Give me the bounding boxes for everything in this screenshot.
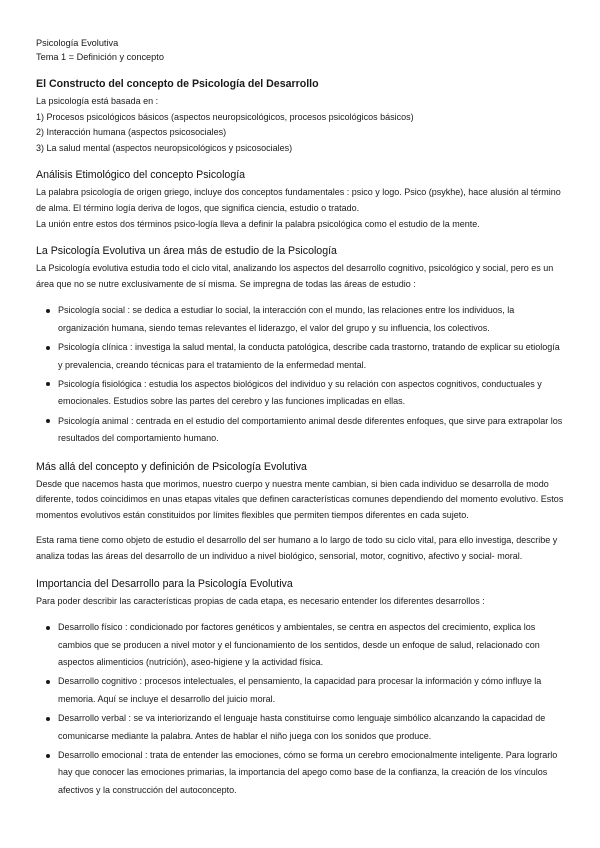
section-intro: La psicología está basada en : [36,96,159,106]
list-item: Psicología social : se dedica a estudiar lo social, la interacción con el mundo, las relaciones entre los individuos, la organización humana, siendo temas relevantes el liderazgo, el valor del grupo y su influencia, los colectivos. [36,302,564,337]
list-item: Desarrollo cognitivo : procesos intelectuales, el pensamiento, la capacidad para procesar la información y cómo influye la memoria. Aquí se incluye el desarrollo del juicio moral. [36,673,564,708]
paragraph: La palabra psicología de origen griego, incluye dos conceptos fundamentales : psico y logo. Psico (psykhe), hace alusión al término de alma. El término logía deriva de logos, que significa ciencia, estudio o tratado. [36,187,561,213]
paragraph: Desde que nacemos hasta que morimos, nuestro cuerpo y nuestra mente cambian, si bien cada individuo se desarrolla de modo diferente, todos coincidimos en unas etapas vitales que definen características comunes dependiendo del momento evolutivo. Estos momentos evolutivos están constituidos por límites flexibles que permiten tiempos diferentes en cada sujeto. [36,478,564,520]
paragraph: Para poder describir las características propias de cada etapa, es necesario entender los diferentes desarrollos : [36,595,485,606]
list-item: 2) Interacción humana (aspectos psicosociales) [36,127,227,138]
list-item: Desarrollo verbal : se va interiorizando el lenguaje hasta constituirse como lenguaje simbólico alcanzando la capacidad de comunicarse mediante la palabra. Antes de hablar el niño juega con los sonidos que produce. [36,710,564,745]
bullet-list [36,302,564,447]
section-title: El Constructo del concepto de Psicología del Desarrollo [36,78,319,90]
list-item: Desarrollo físico : condicionado por factores genéticos y ambientales, se centra en aspectos del crecimiento, explica los cambios que se producen a nivel motor y el funcionamiento de los sentidos, desde un enfoque de salud, relacionado con aspectos alimenticios (nutrición), aseo-higiene y la actividad física. [36,619,564,671]
section-constructo [36,77,564,156]
topic-title: Tema 1 = Definición y concepto [36,52,164,62]
section-title: Análisis Etimológico del concepto Psicología [36,169,246,182]
section-importancia [36,577,564,800]
section-etimologia [36,168,564,232]
paragraph: La Psicología evolutiva estudia todo el ciclo vital, analizando los aspectos del desarrollo cognitivo, psicológico y social, pero es un área que no se nutre exclusivamente de sí misma. Se impregna de todas las áreas de estudio : [36,263,554,289]
section-title: Más allá del concepto y definición de Psicología Evolutiva [36,460,307,473]
list-item: Psicología fisiológica : estudia los aspectos biológicos del individuo y su relación con aspectos cognitivos, conductuales y emocionales. Estudios sobre las partes del cerebro y las funciones implicadas en ellas. [36,376,564,411]
section-psicologia-evolutiva [36,244,564,447]
list-item: 1) Procesos psicológicos básicos (aspectos neuropsicológicos, procesos psicológicos básicos) [36,111,414,122]
course-title: Psicología Evolutiva [36,38,119,48]
paragraph: Esta rama tiene como objeto de estudio el desarrollo del ser humano a lo largo de todo su ciclo vital, para ello investiga, describe y analiza todas las áreas del desarrollo de un individuo a nivel biológico, sensorial, motor, cognitivo, afectivo y social- moral. [36,535,558,561]
list-item: Psicología animal : centrada en el estudio del comportamiento animal desde diferentes enfoques, que sirve para extrapolar los resultados del comportamiento humano. [36,413,564,448]
section-title: Importancia del Desarrollo para la Psicología Evolutiva [36,577,293,590]
section-title: La Psicología Evolutiva un área más de estudio de la Psicología [36,245,337,258]
paragraph: La unión entre estos dos términos psico-logía lleva a definir la palabra psicológica como el estudio de la mente. [36,218,480,229]
list-item: Desarrollo emocional : trata de entender las emociones, cómo se forma un cerebro emocionalmente inteligente. Para lograrlo hay que conocer las emociones primarias, la importancia del apego como base de la confianza, la creación de los vínculos afectivos y la construcción del autoconcepto. [36,747,564,799]
list-item: Psicología clínica : investiga la salud mental, la conducta patológica, describe cada trastorno, tratando de explicar su etiología y prevalencia, creando técnicas para el tratamiento de la enfermedad mental. [36,339,564,374]
list-item: 3) La salud mental (aspectos neuropsicológicos y psicosociales) [36,142,293,153]
bullet-list [36,619,564,799]
section-mas-alla [36,460,564,565]
